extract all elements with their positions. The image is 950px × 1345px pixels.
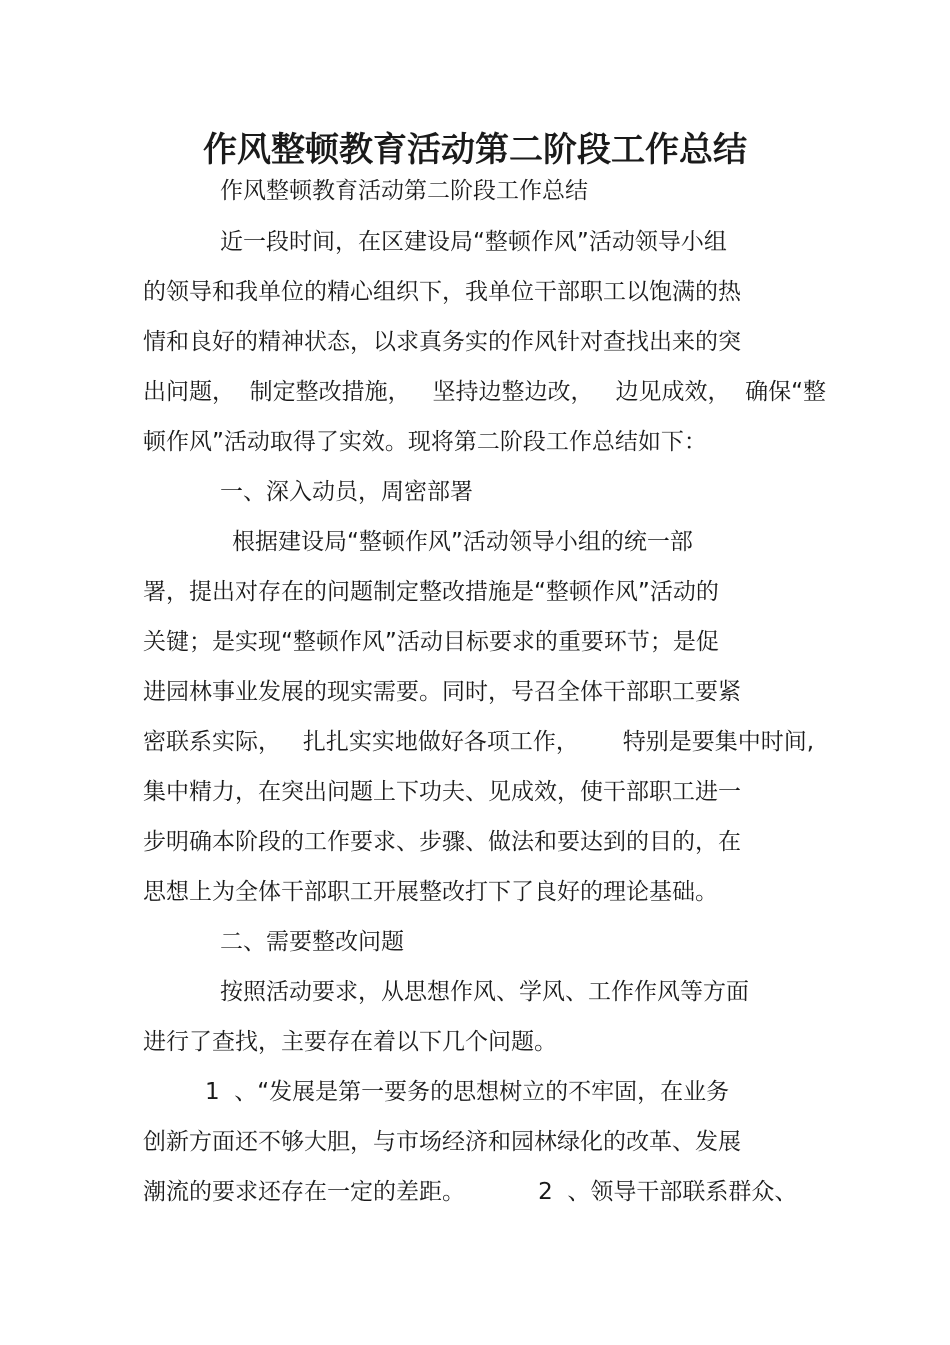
- body-line: 潮流的要求还存在一定的差距。 2 、领导干部联系群众、: [143, 1179, 798, 1205]
- body-line: 创新方面还不够大胆，与市场经济和园林绿化的改革、发展: [143, 1129, 741, 1155]
- body-line: 根据建设局“整顿作风”活动领导小组的统一部: [232, 529, 693, 555]
- document-subtitle: 作风整顿教育活动第二阶段工作总结: [220, 178, 588, 204]
- body-line: 进行了查找，主要存在着以下几个问题。: [143, 1029, 557, 1055]
- body-line: 1 、“发展是第一要务的思想树立的不牢固，在业务: [205, 1079, 730, 1105]
- body-line: 密联系实际， 扎扎实实地做好各项工作， 特别是要集中时间,: [143, 729, 815, 755]
- body-line: 出问题， 制定整改措施， 坚持边整边改， 边见成效， 确保“整: [143, 379, 827, 405]
- body-line: 顿作风”活动取得了实效。现将第二阶段工作总结如下：: [143, 429, 707, 455]
- body-line: 近一段时间，在区建设局“整顿作风”活动领导小组: [220, 229, 727, 255]
- section-heading: 一、深入动员，周密部署: [220, 479, 473, 505]
- body-line: 情和良好的精神状态，以求真务实的作风针对查找出来的突: [143, 329, 741, 355]
- body-line: 进园林事业发展的现实需要。同时，号召全体干部职工要紧: [143, 679, 741, 705]
- body-line: 的领导和我单位的精心组织下，我单位干部职工以饱满的热: [143, 279, 741, 305]
- body-line: 关键；是实现“整顿作风”活动目标要求的重要环节；是促: [143, 629, 719, 655]
- section-heading: 二、需要整改问题: [220, 929, 404, 955]
- document-title: 作风整顿教育活动第二阶段工作总结: [203, 130, 747, 170]
- body-line: 署，提出对存在的问题制定整改措施是“整顿作风”活动的: [143, 579, 719, 605]
- body-line: 步明确本阶段的工作要求、步骤、做法和要达到的目的，在: [143, 829, 741, 855]
- body-line: 思想上为全体干部职工开展整改打下了良好的理论基础。: [143, 879, 718, 905]
- body-line: 按照活动要求，从思想作风、学风、工作作风等方面: [220, 979, 749, 1005]
- body-line: 集中精力，在突出问题上下功夫、见成效，使干部职工进一: [143, 779, 741, 805]
